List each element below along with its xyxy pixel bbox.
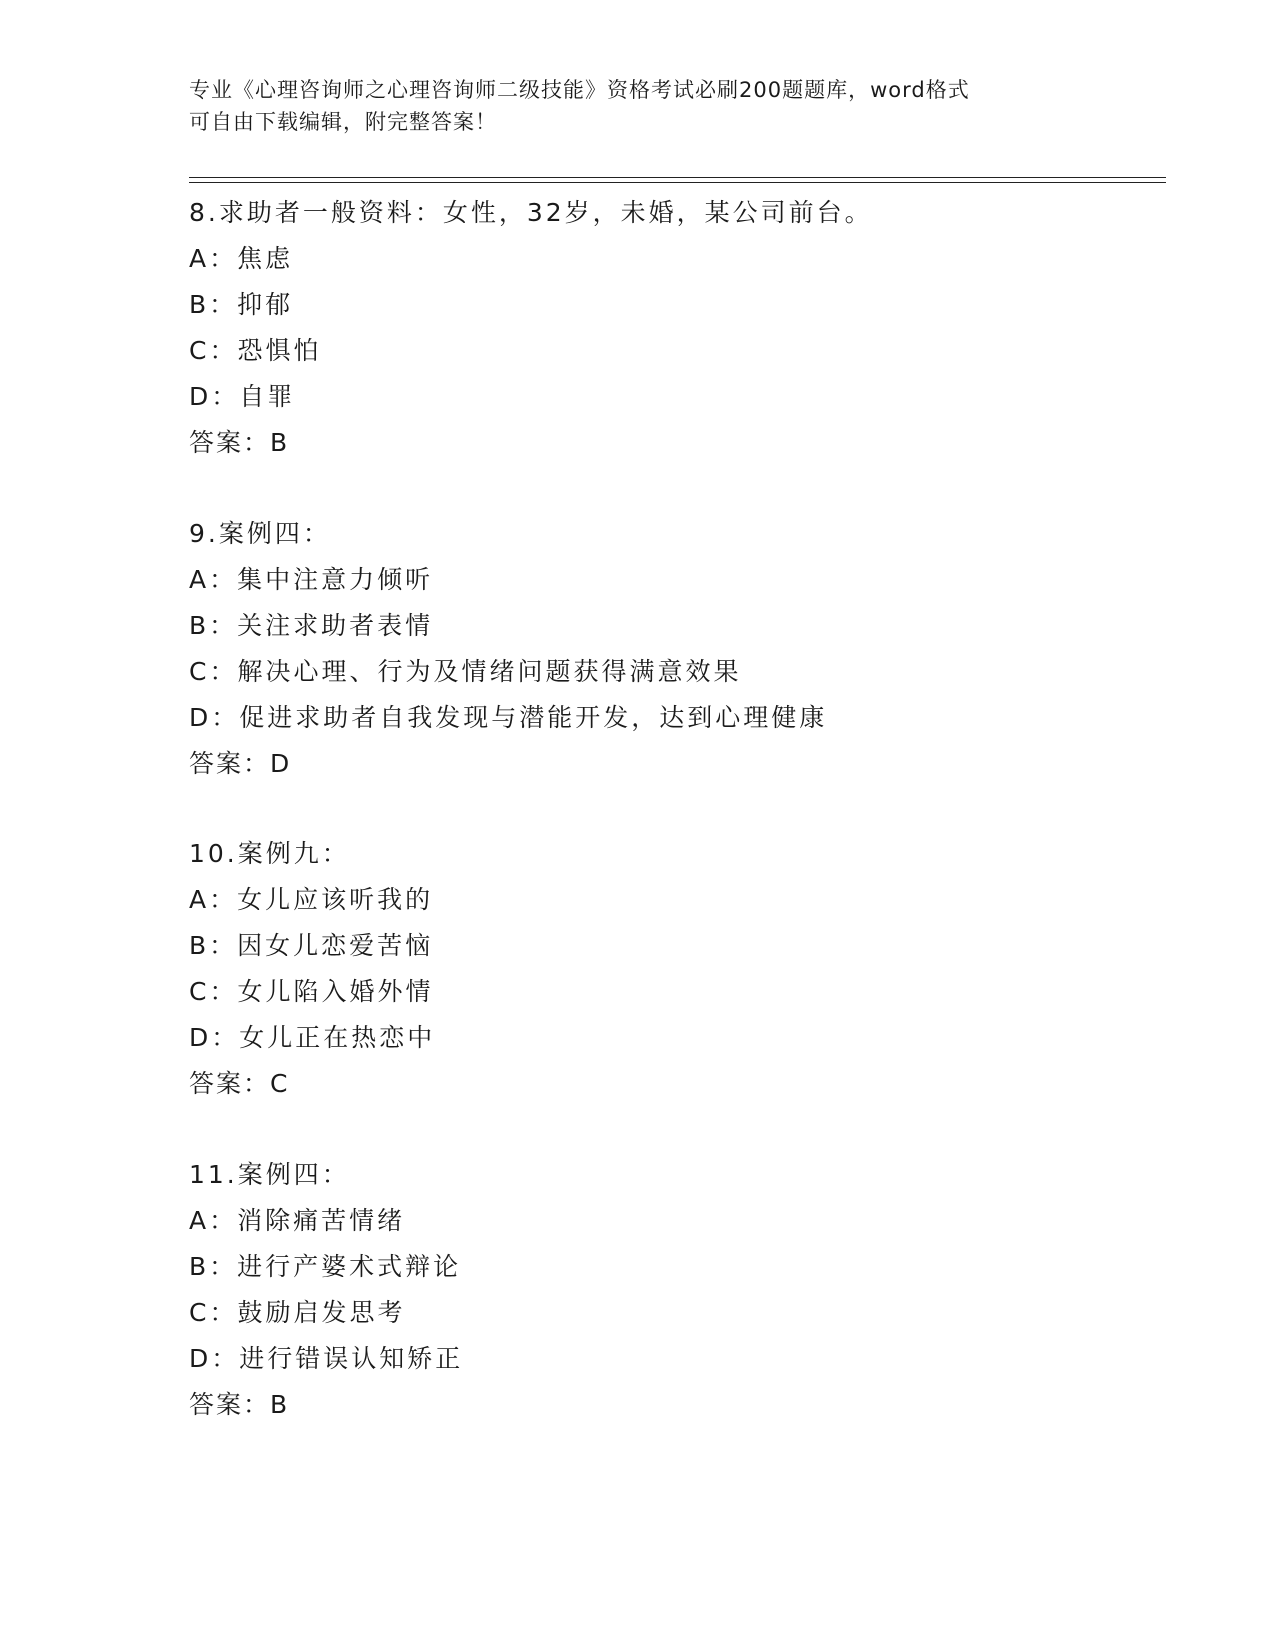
question-11	[189, 1152, 1169, 1428]
header-line-2: 可自由下载编辑，附完整答案！	[189, 110, 497, 134]
question-stem: 11.案例四：	[189, 1160, 350, 1189]
answer-label: 答案：B	[189, 1390, 290, 1419]
option-b: B：进行产婆术式辩论	[189, 1252, 462, 1281]
option-d: D：自罪	[189, 382, 296, 411]
option-a: A：集中注意力倾听	[189, 565, 434, 594]
option-b: B：关注求助者表情	[189, 611, 434, 640]
option-d: D：促进求助者自我发现与潜能开发，达到心理健康	[189, 703, 828, 732]
option-c: C：鼓励启发思考	[189, 1298, 406, 1327]
question-8	[189, 190, 1169, 466]
document-header	[189, 74, 1089, 138]
header-divider-top	[189, 177, 1166, 178]
question-9	[189, 511, 1169, 787]
header-line-1: 专业《心理咨询师之心理咨询师二级技能》资格考试必刷200题题库，word格式	[189, 78, 970, 102]
option-a: A：女儿应该听我的	[189, 885, 434, 914]
option-b: B：因女儿恋爱苦恼	[189, 931, 434, 960]
answer-label: 答案：B	[189, 428, 290, 457]
option-a: A：消除痛苦情绪	[189, 1206, 406, 1235]
question-stem: 10.案例九：	[189, 839, 350, 868]
option-b: B：抑郁	[189, 290, 294, 319]
question-10	[189, 831, 1169, 1107]
option-a: A：焦虑	[189, 244, 294, 273]
option-c: C：解决心理、行为及情绪问题获得满意效果	[189, 657, 742, 686]
option-d: D：进行错误认知矫正	[189, 1344, 464, 1373]
question-stem: 8.求助者一般资料：女性，32岁，未婚，某公司前台。	[189, 198, 873, 227]
option-c: C：女儿陷入婚外情	[189, 977, 434, 1006]
answer-label: 答案：C	[189, 1069, 290, 1098]
option-d: D：女儿正在热恋中	[189, 1023, 436, 1052]
answer-label: 答案：D	[189, 749, 292, 778]
question-stem: 9.案例四：	[189, 519, 331, 548]
header-divider-bottom	[189, 182, 1166, 183]
option-c: C：恐惧怕	[189, 336, 322, 365]
